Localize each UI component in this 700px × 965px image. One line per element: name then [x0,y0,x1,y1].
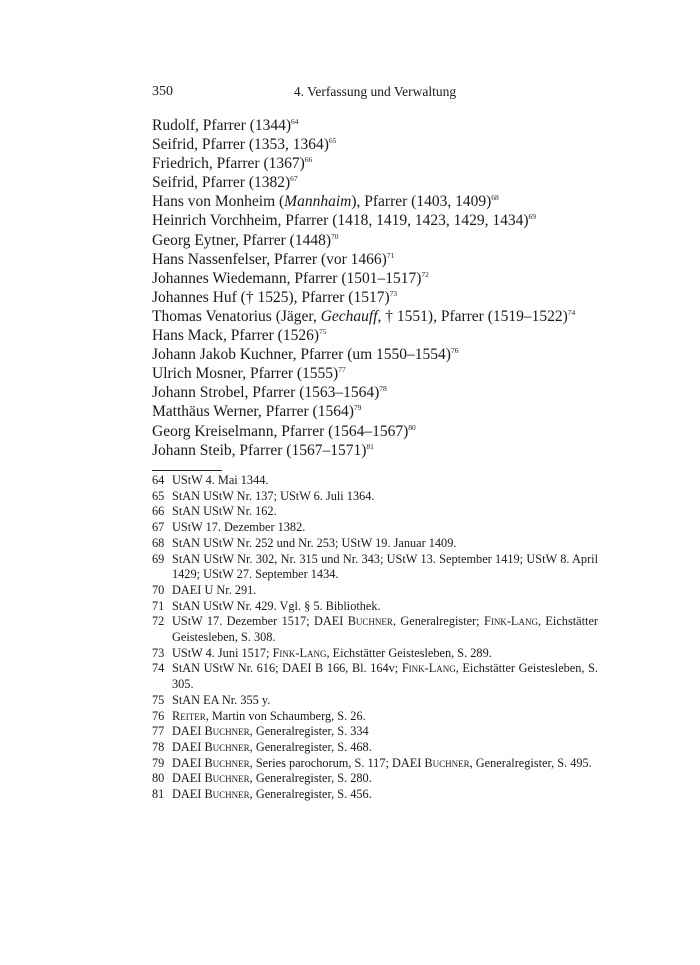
entry-text: Johannes Huf († 1525), Pfarrer (1517) [152,288,390,306]
page-number: 350 [152,84,173,99]
author-name: Buchner [204,771,250,786]
entry-text: Johann Steib, Pfarrer (1567–1571) [152,441,367,459]
entry-text: Friedrich, Pfarrer (1367) [152,155,305,173]
footnote-number: 75 [152,692,165,707]
footnote-number: 71 [152,598,165,613]
footnote-text-part: UStW 17. Dezember 1517; DAEI [172,614,348,629]
footnote [152,709,598,725]
footnote-reference: 64 [291,117,299,126]
footnote-number: 81 [152,787,165,802]
list-item [152,364,612,383]
footnote-text-part: , Generalregister, S. 468. [249,739,372,754]
footnote-text-part: , Eichstätter Geistesleben, S. 305. [172,661,598,692]
footnote-number: 67 [152,520,165,535]
footnote-reference: 70 [331,231,339,241]
footnote-number: 68 [152,535,165,550]
entry-text: Hans von Monheim ( [152,193,285,211]
list-item [152,345,612,364]
entry-text: Thomas Venatorius (Jäger, [152,307,321,325]
author-name: Buchner [424,755,470,770]
footnote-text-part: , Generalregister, S. 495. [469,755,592,770]
footnote-text-part: DAEI [172,724,205,739]
footnote [152,520,598,536]
footnote [152,536,598,552]
entry-italic-name: Gechauff [320,307,378,325]
footnote-text [172,614,598,645]
footnote-number: 69 [152,551,165,566]
footnote-reference: 65 [328,136,337,146]
footnote [152,771,598,787]
footnote [152,552,598,583]
author-name: Fink-Lang [272,645,327,660]
footnote-text-part: DAEI [172,755,205,770]
entry-text: Johann Jakob Kuchner, Pfarrer (um 1550–1554) [152,346,451,364]
list-item [152,269,612,288]
footnote [152,740,598,756]
list-item [152,192,612,211]
footnote [152,724,598,740]
footnote-text-part: StAN UStW Nr. 302, Nr. 315 und Nr. 343; UStW 13. September 1419; UStW 8. April 1429; UStW 27. September 1434. [172,551,598,582]
footnote [152,693,598,709]
footnote-text [172,473,598,489]
footnote-text-part: UStW 4. Mai 1344. [172,473,269,487]
footnote-reference: 66 [304,155,313,165]
footnote [152,756,598,772]
footnote-number: 70 [152,582,165,597]
footnote-text [172,709,598,725]
footnote-reference: 72 [421,269,429,279]
footnote-reference: 67 [290,174,298,184]
footnote-text [172,756,598,772]
footnote-text-part: , Generalregister; [392,614,484,629]
author-name: Fink-Lang [484,614,538,629]
list-item [152,383,612,402]
author-name: Buchner [204,787,250,802]
footnote-reference: 79 [353,403,362,413]
author-name: Buchner [204,755,250,770]
entry-text: Matthäus Werner, Pfarrer (1564) [152,403,354,421]
entry-text: Rudolf, Pfarrer (1344) [152,117,292,134]
footnote-text [172,599,598,615]
footnote-reference: 74 [567,307,576,317]
entry-text: Johannes Wiedemann, Pfarrer (1501–1517) [152,269,422,287]
footnote-number: 79 [152,755,165,770]
footnote-text-part: DAEI [172,787,205,802]
footnote-text-part: StAN UStW Nr. 137; UStW 6. Juli 1364. [172,488,375,503]
entry-text: Johann Strobel, Pfarrer (1563–1564) [152,384,380,402]
footnote-number: 74 [152,661,165,676]
footnote-text-part: , Series parochorum, S. 117; DAEI [249,755,425,770]
running-head: 4. Verfassung und Verwaltung [293,84,457,99]
entry-text: Georg Eytner, Pfarrer (1448) [152,231,331,249]
footnote-text-part: UStW 4. Juni 1517; [172,645,273,660]
entry-text: Georg Kreiselmann, Pfarrer (1564–1567) [152,422,409,440]
entry-text: Hans Mack, Pfarrer (1526) [152,327,319,345]
author-name: Buchner [347,614,393,629]
footnote [152,787,598,803]
pastor-list [152,116,612,460]
footnote [152,583,598,599]
footnote-number: 72 [152,614,165,629]
footnote [152,646,598,662]
list-item [152,116,612,135]
entry-text: Ulrich Mosner, Pfarrer (1555) [152,365,339,383]
footnote-text-part: StAN UStW Nr. 429. Vgl. § 5. Bibliothek. [172,598,381,613]
list-item [152,288,612,307]
footnote-text [172,771,598,787]
list-item [152,154,612,173]
footnote [152,661,598,692]
footnote-reference: 68 [491,193,499,203]
footnote-number: 77 [152,724,165,739]
footnote-text-part: UStW 17. Dezember 1382. [172,520,306,535]
footnote-text [172,504,598,520]
footnotes [152,473,598,803]
footnote-text [172,661,598,692]
footnote [152,489,598,505]
author-name: Fink-Lang [401,661,456,676]
footnote-text [172,552,598,583]
footnote-text [172,520,598,536]
footnote-number: 80 [152,771,165,786]
footnote-text-part: DAEI [172,771,205,786]
footnote-number: 76 [152,708,165,723]
author-name: Buchner [204,739,250,754]
footnote-text-part: , Generalregister, S. 456. [249,787,372,802]
footnote-separator [152,470,222,471]
footnote-text [172,646,598,662]
footnote-number: 78 [152,739,165,754]
footnote-text-part: DAEI [172,739,205,754]
list-item [152,402,612,421]
footnote-text-part: , Eichstätter Geistesleben, S. 289. [326,645,492,660]
footnote [152,599,598,615]
entry-text-continued: , † 1551), Pfarrer (1519–1522) [377,307,568,325]
list-item [152,307,612,326]
footnote-text [172,489,598,505]
footnote-reference: 78 [379,384,387,394]
author-name: Reiter [172,708,206,723]
list-item [152,441,612,460]
footnote-reference: 81 [366,441,374,451]
list-item [152,250,612,269]
footnote-text-part: StAN UStW Nr. 162. [172,504,277,519]
footnote-reference: 69 [528,212,537,222]
list-item [152,211,612,230]
footnote-text [172,787,598,803]
footnote [152,614,598,645]
footnote-reference: 77 [338,365,346,375]
footnote-text [172,740,598,756]
list-item [152,326,612,345]
list-item [152,173,612,192]
footnote-text-part: StAN EA Nr. 355 y. [172,692,271,707]
footnote [152,504,598,520]
footnote-text-part: StAN UStW Nr. 616; DAEI B 166, Bl. 164v; [172,661,402,676]
entry-text: Heinrich Vorchheim, Pfarrer (1418, 1419, 1423, 1429, 1434) [152,212,529,230]
footnote-reference: 76 [450,346,459,356]
entry-text: Seifrid, Pfarrer (1382) [152,174,291,192]
footnote [152,473,598,489]
entry-text: Seifrid, Pfarrer (1353, 1364) [152,136,329,154]
footnote-reference: 75 [319,327,327,337]
entry-text: Hans Nassenfelser, Pfarrer (vor 1466) [152,250,387,268]
footnote-text-part: , Martin von Schaumberg, S. 26. [205,708,366,723]
footnote-number: 66 [152,504,165,519]
footnote-text [172,536,598,552]
footnote-number: 64 [152,473,165,487]
footnote-text-part: , Generalregister, S. 334 [249,724,369,739]
footnote-text-part: , Eichstätter Geistesleben, S. 308. [172,614,598,645]
entry-text-continued: ), Pfarrer (1403, 1409) [351,193,492,211]
footnote-number: 73 [152,645,165,660]
footnote-text-part: DAEI U Nr. 291. [172,582,257,597]
footnote-number: 65 [152,488,165,503]
footnote-text [172,583,598,599]
footnote-text-part: StAN UStW Nr. 252 und Nr. 253; UStW 19. Januar 1409. [172,535,457,550]
list-item [152,231,612,250]
list-item [152,422,612,441]
list-item [152,135,612,154]
entry-italic-name: Mannhaim [284,193,352,211]
footnote-reference: 73 [389,288,398,298]
footnote-reference: 71 [386,250,395,260]
footnote-text [172,724,598,740]
footnote-reference: 80 [408,422,416,432]
author-name: Buchner [204,724,250,739]
footnote-text [172,693,598,709]
footnote-text-part: , Generalregister, S. 280. [249,771,372,786]
